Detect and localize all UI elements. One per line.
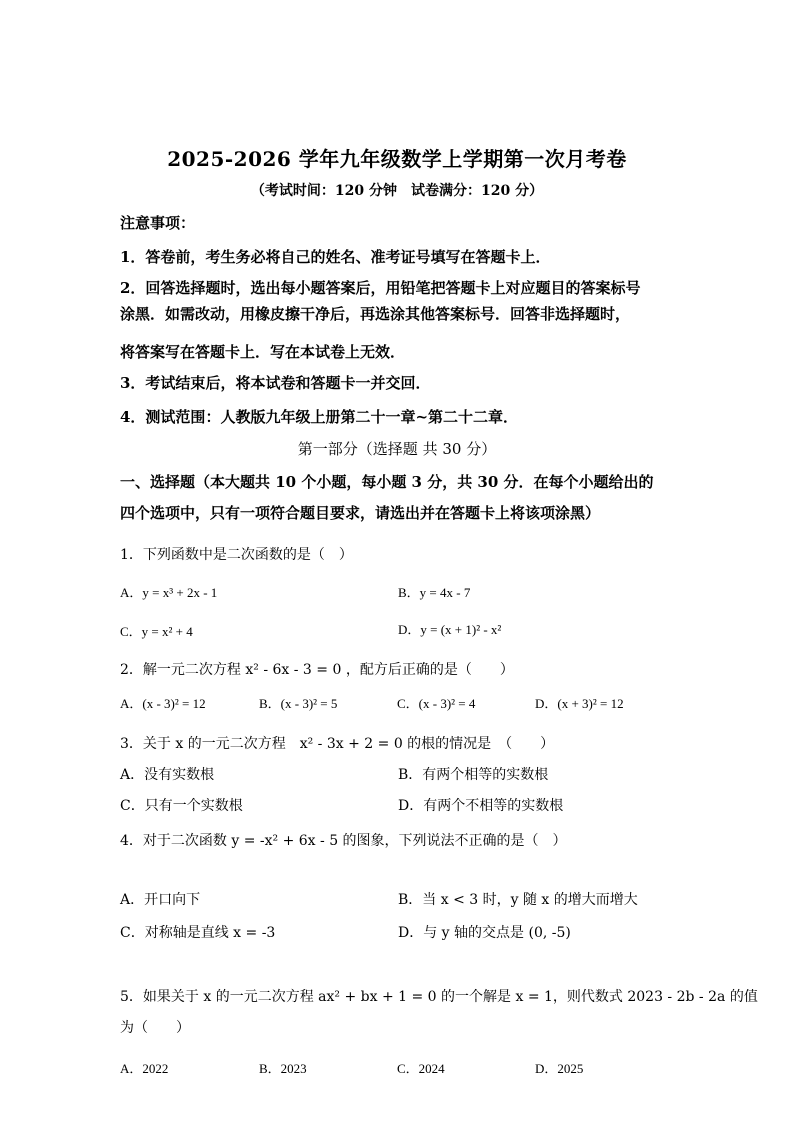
note-item: 涂黑．如需改动，用橡皮擦干净后，再选涂其他答案标号．回答非选择题时， <box>120 305 631 323</box>
question-5-option-c: C．2024 <box>397 1061 445 1076</box>
question-4-option-d: D．与 y 轴的交点是 (0, -5) <box>398 925 571 941</box>
page-title: 2025-2026 学年九年级数学上学期第一次月考卷 <box>167 147 627 171</box>
question-4-option-a: A．开口向下 <box>120 892 201 908</box>
question-5-option-a: A．2022 <box>120 1061 169 1076</box>
question-4-option-b: B．当 x < 3 时，y 随 x 的增大而增大 <box>398 892 638 908</box>
question-1-stem: 1．下列函数中是二次函数的是（ ） <box>120 547 353 563</box>
question-3-stem: 3．关于 x 的一元二次方程 x² - 3x + 2 = 0 的根的情况是 （ ） <box>120 736 555 752</box>
question-3-option-d: D．有两个不相等的实数根 <box>398 798 564 814</box>
note-item: 1．答卷前，考生务必将自己的姓名、准考证号填写在答题卡上． <box>120 248 551 266</box>
question-5-option-d: D．2025 <box>535 1061 584 1076</box>
question-1-option-a: A．y = x³ + 2x - 1 <box>120 585 218 600</box>
question-4-stem: 4．对于二次函数 y = -x² + 6x - 5 的图象，下列说法不正确的是（ ） <box>120 833 567 849</box>
question-2-option-b: B．(x - 3)² = 5 <box>259 696 338 711</box>
notes-heading: 注意事项： <box>120 214 196 232</box>
question-2-option-c: C．(x - 3)² = 4 <box>397 696 476 711</box>
section-instruction: 一、选择题（本大题共 10 个小题，每小题 3 分，共 30 分．在每个小题给出的 <box>120 473 654 491</box>
question-3-option-b: B．有两个相等的实数根 <box>398 767 549 783</box>
note-item: 2．回答选择题时，选出每小题答案后，用铅笔把答题卡上对应题目的答案标号 <box>120 279 641 297</box>
question-1-option-d: D．y = (x + 1)² - x² <box>398 622 502 637</box>
question-2-option-d: D．(x + 3)² = 12 <box>535 696 624 711</box>
question-5-option-b: B．2023 <box>259 1061 307 1076</box>
question-5-stem-continued: 为（ ） <box>120 1020 190 1036</box>
exam-info: （考试时间：120 分钟 试卷满分：120 分） <box>250 183 544 199</box>
part-heading: 第一部分（选择题 共 30 分） <box>297 440 497 458</box>
note-item: 4．测试范围：人教版九年级上册第二十一章~第二十二章． <box>120 408 519 426</box>
note-item: 将答案写在答题卡上．写在本试卷上无效． <box>120 343 406 361</box>
note-item: 3．考试结束后，将本试卷和答题卡一并交回． <box>120 374 431 392</box>
question-4-option-c: C．对称轴是直线 x = -3 <box>120 925 276 941</box>
question-3-option-c: C．只有一个实数根 <box>120 798 243 814</box>
question-1-option-c: C．y = x² + 4 <box>120 624 193 639</box>
question-2-option-a: A．(x - 3)² = 12 <box>120 696 206 711</box>
question-1-option-b: B．y = 4x - 7 <box>398 585 471 600</box>
question-2-stem: 2．解一元二次方程 x² - 6x - 3 = 0 ，配方后正确的是（ ） <box>120 662 514 678</box>
question-3-option-a: A．没有实数根 <box>120 767 215 783</box>
section-instruction: 四个选项中，只有一项符合题目要求，请选出并在答题卡上将该项涂黑） <box>120 504 601 522</box>
question-5-stem: 5．如果关于 x 的一元二次方程 ax² + bx + 1 = 0 的一个解是 x = 1，则代数式 2023 - 2b - 2a 的值 <box>120 989 758 1005</box>
